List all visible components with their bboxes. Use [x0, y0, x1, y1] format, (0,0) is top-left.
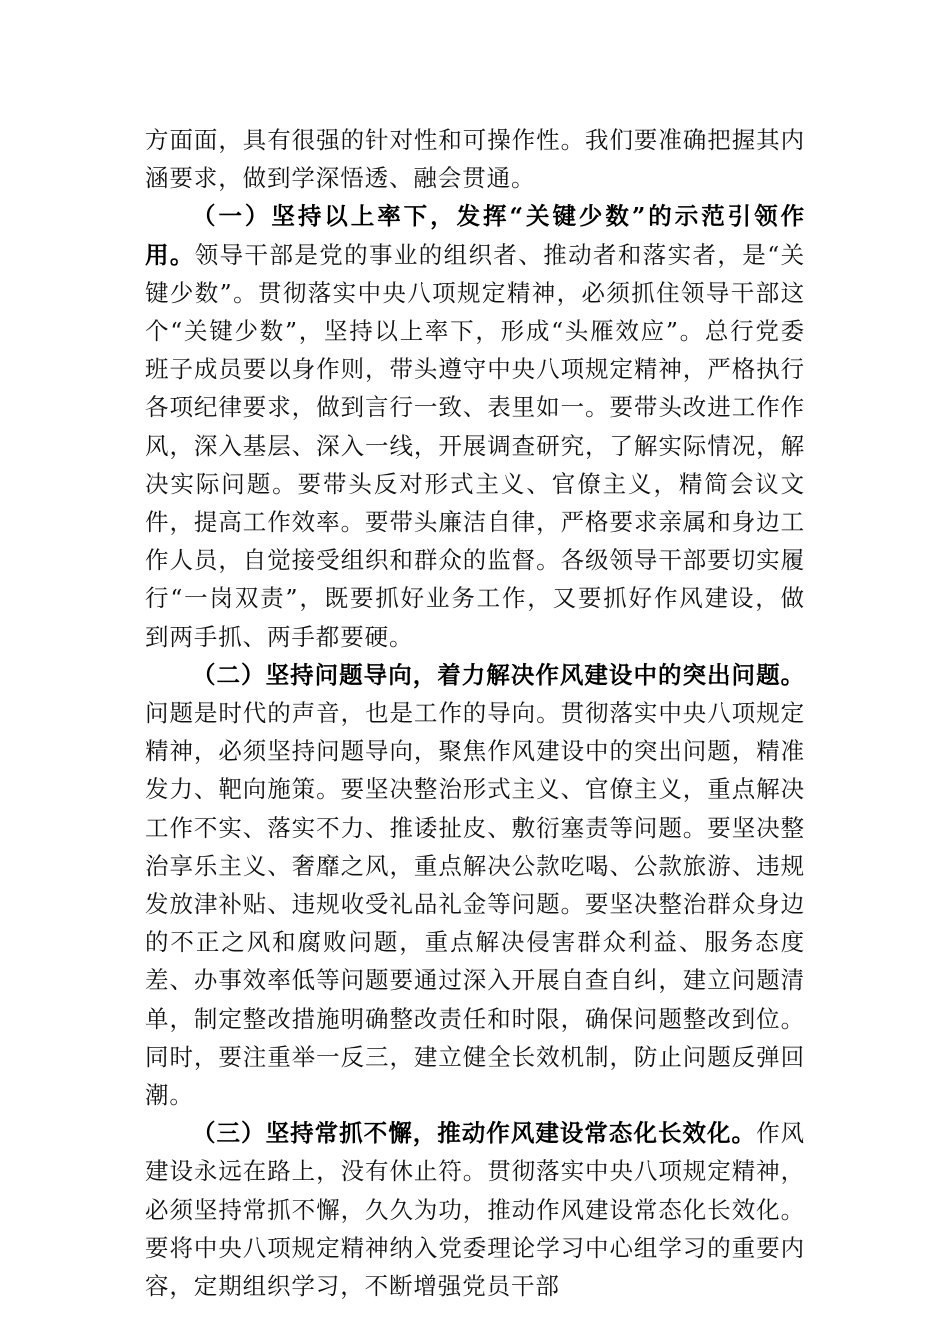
paragraph-body: 问题是时代的声音，也是工作的导向。贯彻落实中央八项规定精神，必须坚持问题导向，聚焦作风建设中的突出问题，精准发力、靶向施策。要坚决整治形式主义、官僚主义，重点解决工作不实、落实不力、推诿扯皮、敷衍塞责等问题。要坚决整治享乐主义、奢靡之风，重点解决公款吃喝、公款旅游、违规发放津补贴、违规收受礼品礼金等问题。要坚决整治群众身边的不正之风和腐败问题，重点解决侵害群众利益、服务态度差、办事效率低等问题要通过深入开展自查自纠，建立问题清单，制定整改措施明确整改责任和时限，确保问题整改到位。同时，要注重举一反三，建立健全长效机制，防止问题反弹回潮。 — [145, 699, 805, 1110]
document-page — [145, 121, 805, 1305]
section-heading: （三）坚持常抓不懈，推动作风建设常态化长效化。 — [192, 1119, 757, 1148]
paragraph-section-1 — [145, 197, 805, 655]
section-heading: （二）坚持问题导向，着力解决作风建设中的突出问题。 — [192, 660, 805, 689]
paragraph-section-2 — [145, 656, 805, 1114]
paragraph-body: 领导干部是党的事业的组织者、推动者和落实者，是“关键少数”。贯彻落实中央八项规定精神，必须抓住领导干部这个“关键少数”，坚持以上率下，形成“头雁效应”。总行党委班子成员要以身作则，带头遵守中央八项规定精神，严格执行各项纪律要求，做到言行一致、表里如一。要带头改进工作作风，深入基层、深入一线，开展调查研究，了解实际情况，解决实际问题。要带头反对形式主义、官僚主义，精简会议文件，提高工作效率。要带头廉洁自律，严格要求亲属和身边工作人员，自觉接受组织和群众的监督。各级领导干部要切实履行“一岗双责”，既要抓好业务工作，又要抓好作风建设，做到两手抓、两手都要硬。 — [145, 240, 805, 651]
paragraph-section-3 — [145, 1114, 805, 1305]
section-heading: （一）坚持以上率下，发挥“关键少数”的示范引领作用。 — [145, 202, 805, 269]
paragraph-body: 方面面，具有很强的针对性和可操作性。我们要准确把握其内涵要求，做到学深悟透、融会贯通。 — [145, 126, 805, 193]
paragraph-intro — [145, 121, 805, 197]
paragraph-body: 作风建设永远在路上，没有休止符。贯彻落实中央八项规定精神，必须坚持常抓不懈，久久为功，推动作风建设常态化长效化。要将中央八项规定精神纳入党委理论学习中心组学习的重要内容，定期组织学习，不断增强党员干部 — [145, 1119, 805, 1301]
